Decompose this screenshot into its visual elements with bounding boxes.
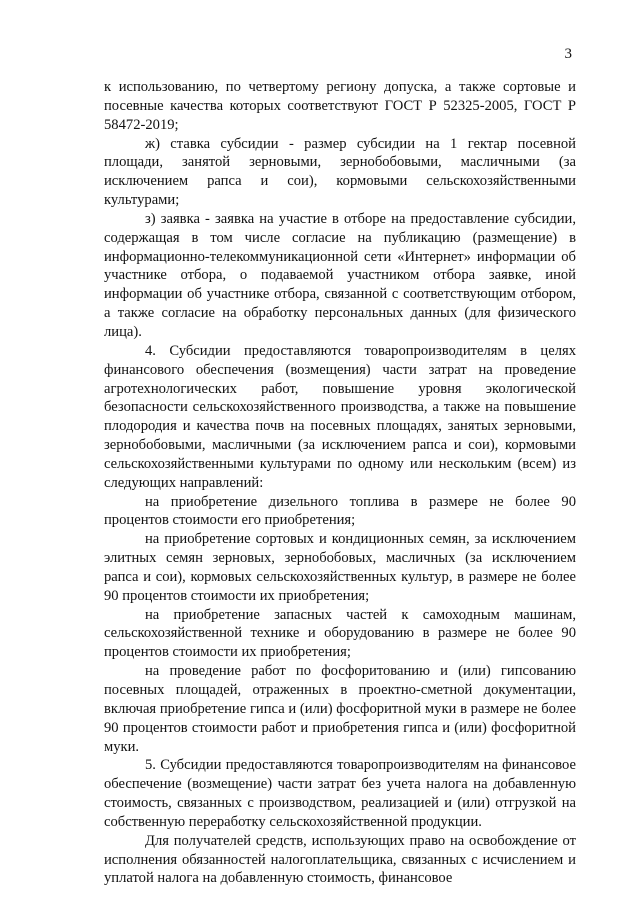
paragraph-10: Для получателей средств, использующих право на освобождение от исполнения обязанностей налогоплательщика, связанных с исчислением и уплатой налога на добавленную стоимость, финансовое: [104, 832, 576, 887]
body-text: [104, 78, 576, 888]
paragraph-2: ж) ставка субсидии - размер субсидии на 1 гектар посевной площади, занятой зерновыми, зернобобовыми, масличными (за исключением рапса и сои), кормовыми сельскохозяйственными культурами;: [104, 135, 576, 209]
paragraph-4: 4. Субсидии предоставляются товаропроизводителям в целях финансового обеспечения (возмещения) части затрат на проведение агротехнологических работ, повышение уровня экологической безопасности сельскохозяйственного производства, а также на повышение плодородия и качества почв на посевных площадях, занятых зерновыми, зернобобовыми, масличными (за исключением рапса и сои), кормовыми сельскохозяйственными культурами по одному или нескольким (всем) из следующих направлений:: [104, 342, 576, 491]
page-number: 3: [564, 46, 572, 62]
paragraph-5: на приобретение дизельного топлива в размере не более 90 процентов стоимости его приобретения;: [104, 493, 576, 529]
paragraph-8: на проведение работ по фосфоритованию и (или) гипсованию посевных площадей, отраженных в проектно-сметной документации, включая приобретение гипса и (или) фосфоритной муки в размере не более 90 процентов стоимости работ и приобретения гипса и (или) фосфоритной муки.: [104, 663, 576, 755]
paragraph-1: к использованию, по четвертому региону допуска, а также сортовые и посевные качества которых соответствуют ГОСТ Р 52325-2005, ГОСТ Р 58472-2019;: [104, 79, 576, 133]
paragraph-7: на приобретение запасных частей к самоходным машинам, сельскохозяйственной технике и оборудованию в размере не более 90 процентов стоимости их приобретения;: [104, 606, 576, 661]
paragraph-9: 5. Субсидии предоставляются товаропроизводителям на финансовое обеспечение (возмещение) части затрат без учета налога на добавленную стоимость, связанных с производством, реализацией и (или) отгрузкой на собственную переработку сельскохозяйственной продукции.: [104, 757, 576, 830]
paragraph-3: з) заявка - заявка на участие в отборе на предоставление субсидии, содержащая в том числе согласие на публикацию (размещение) в информационно-телекоммуникационной сети «Интернет» информации об участнике отбора, о подаваемой участником отбора заявке, иной информации об участнике отбора, связанной с соответствующим отбором, а также согласие на обработку персональных данных (для физического лица).: [104, 210, 576, 340]
paragraph-6: на приобретение сортовых и кондиционных семян, за исключением элитных семян зерновых, зернобобовых, масличных (за исключением рапса и сои), кормовых сельскохозяйственных культур, в размере не более 90 процентов стоимости их приобретения;: [104, 531, 576, 604]
